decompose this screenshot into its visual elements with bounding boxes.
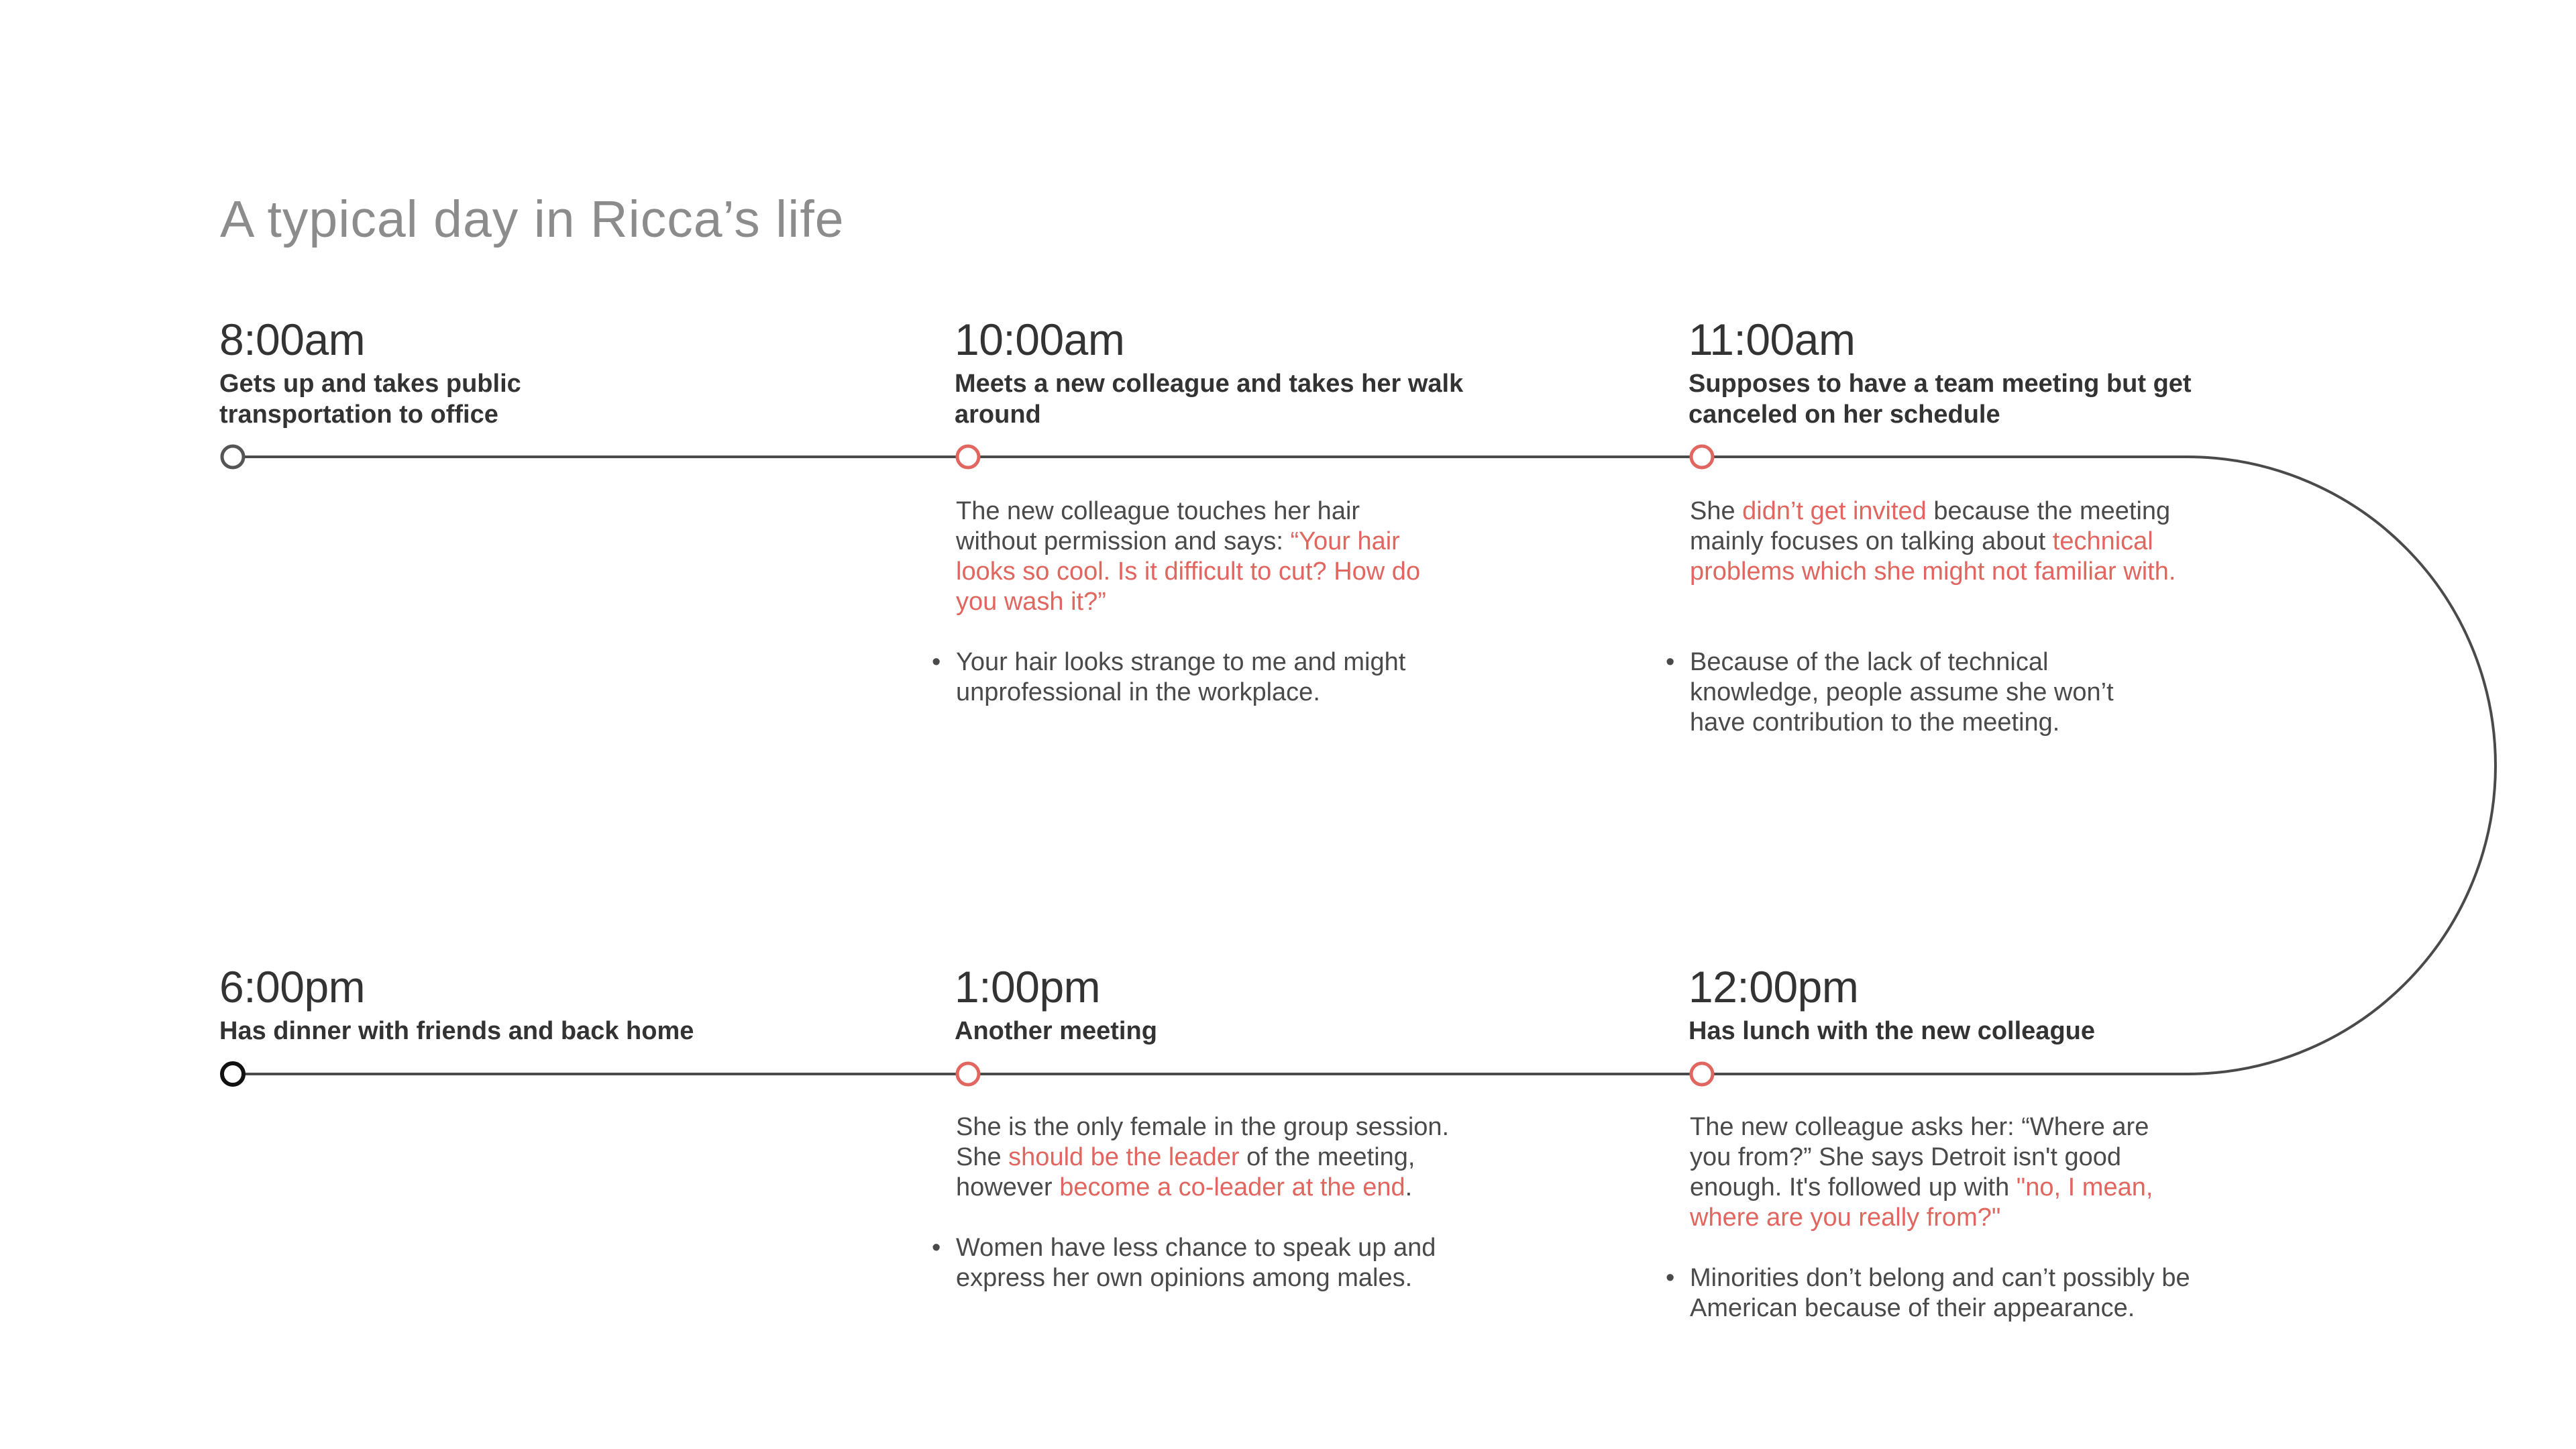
desc-text: . bbox=[1405, 1173, 1413, 1201]
bullet-text: Your hair looks strange to me and might unprofessional in the workplace. bbox=[956, 648, 1406, 706]
event-time: 11:00am bbox=[1688, 315, 1856, 364]
desc-text: because the meeting mainly focuses on talking about bbox=[1690, 497, 2171, 555]
milestone-marker-1pm bbox=[957, 1063, 979, 1085]
event-bullet bbox=[1666, 1263, 2200, 1324]
desc-text: She is the only female in the group session. She bbox=[956, 1113, 1450, 1171]
event-description bbox=[1690, 496, 2180, 587]
milestone-marker-10am bbox=[957, 446, 979, 468]
event-6pm bbox=[219, 962, 729, 1046]
bullet-dot: • bbox=[1666, 648, 1675, 676]
page-title: A typical day in Ricca’s life bbox=[220, 191, 845, 248]
bullet-dot: • bbox=[932, 1234, 941, 1262]
event-time: 12:00pm bbox=[1688, 962, 1859, 1012]
event-label: Has lunch with the new colleague bbox=[1688, 1017, 2095, 1045]
milestone-marker-12pm bbox=[1691, 1063, 1713, 1085]
event-label: Meets a new colleague and takes her walk around bbox=[955, 370, 1464, 429]
desc-text: The new colleague asks her: “Where are you from?” She says Detroit isn't good enough. It's followed up with bbox=[1690, 1113, 2149, 1201]
event-1pm bbox=[955, 962, 1464, 1046]
event-time: 1:00pm bbox=[955, 962, 1101, 1012]
desc-highlight: "no, I mean, where are you really from?" bbox=[1690, 1173, 2153, 1232]
bullet-dot: • bbox=[932, 648, 941, 676]
event-8am bbox=[219, 317, 729, 430]
event-label: Gets up and takes public transportation to office bbox=[219, 370, 521, 429]
desc-highlight: should be the leader bbox=[1008, 1143, 1240, 1171]
event-label: Supposes to have a team meeting but get canceled on her schedule bbox=[1688, 370, 2192, 429]
desc-highlight: “Your hair looks so cool. Is it difficult to cut? How do you wash it?” bbox=[956, 527, 1421, 616]
event-label: Has dinner with friends and back home bbox=[219, 1017, 694, 1045]
event-bullet bbox=[1666, 647, 2159, 738]
milestone-marker-8am bbox=[222, 446, 244, 468]
desc-text: She bbox=[1690, 497, 1743, 525]
desc-highlight: technical problems which she might not familiar with. bbox=[1690, 527, 2176, 586]
bullet-dot: • bbox=[1666, 1264, 1675, 1292]
bullet-text: Because of the lack of technical knowledge, people assume she won’t have contribution to the meeting. bbox=[1690, 648, 2114, 737]
event-time: 8:00am bbox=[219, 315, 366, 364]
event-bullet bbox=[932, 1233, 1452, 1293]
event-12pm bbox=[1688, 962, 2198, 1046]
event-description bbox=[1690, 1112, 2173, 1233]
event-time: 6:00pm bbox=[219, 962, 366, 1012]
event-time: 10:00am bbox=[955, 315, 1125, 364]
milestone-marker-11am bbox=[1691, 446, 1713, 468]
event-description bbox=[956, 496, 1432, 617]
event-bullet bbox=[932, 647, 1446, 708]
event-label: Another meeting bbox=[955, 1017, 1157, 1045]
desc-highlight: become a co-leader at the end bbox=[1059, 1173, 1405, 1201]
bullet-text: Minorities don’t belong and can’t possibly be American because of their appearance. bbox=[1690, 1264, 2190, 1322]
bullet-text: Women have less chance to speak up and express her own opinions among males. bbox=[956, 1234, 1436, 1292]
event-10am bbox=[955, 317, 1464, 430]
desc-text: The new colleague touches her hair without permission and says: bbox=[956, 497, 1360, 555]
milestone-marker-6pm bbox=[222, 1063, 244, 1085]
event-11am bbox=[1688, 317, 2198, 430]
event-description bbox=[956, 1112, 1456, 1203]
desc-highlight: didn’t get invited bbox=[1742, 497, 1927, 525]
desc-text: of the meeting, however bbox=[956, 1143, 1415, 1201]
